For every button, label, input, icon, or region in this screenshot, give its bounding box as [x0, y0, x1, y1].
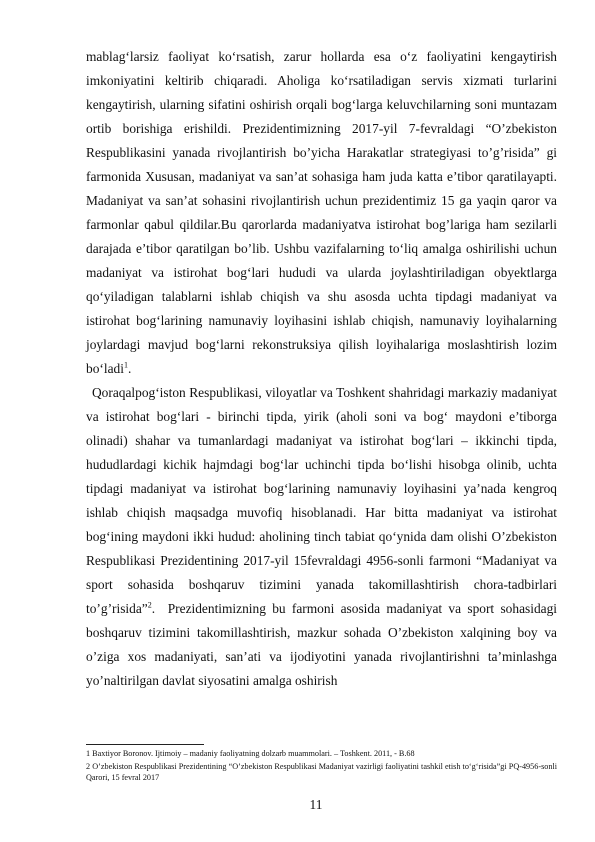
footnote-2: 2 O’zbekiston Respublikasi Prezidentining “O’zbekiston Respublikasi Madaniyat vazirligi faoliyatini tashkil etish to‘g‘risida”gi PQ-4956-sonli Qarori, 15 fevral 2017: [86, 761, 557, 782]
footnote-ref-2: 2: [147, 600, 152, 610]
paragraph-2-end: .: [151, 601, 156, 616]
footnote-ref-1: 1: [123, 360, 128, 370]
paragraph-2-text: Qoraqalpog‘iston Respublikasi, viloyatlar va Toshkent shahridagi markaziy madaniyat va istirohat bog‘lari - birinchi tipda, yirik (aholi soni va bog‘ maydoni e’tiborga olinadi) shahar va tumanlardagi madaniyat va istirohat bog‘lari – ikkinchi tipda, hududlardagi kichik hajmdagi bog‘lar uchinchi tipda bo‘lishi hisobga olinib, uchta tipdagi madaniyat va istirohat bog‘larining namunaviy loyihasini ya’nada kengroq ishlab chiqish maqsadga muvofiq hisoblanadi. Har bitta madaniyat va istirohat bog‘ining maydoni ikki hudud: aholining tinch tabiat qo‘ynida dam olishi O’zbekiston Respublikasi Prezidentining 2017-yil 15fevraldagi 4956-sonli farmoni “Madaniyat va sport sohasida boshqaruv tizimini yanada takomillashtirish chora-tadbirlari to’g’risida”: [86, 385, 557, 616]
paragraph-1: [86, 45, 557, 381]
page-number: 11: [309, 797, 323, 812]
paragraph-1-text: mablag‘larsiz faoliyat ko‘rsatish, zarur hollarda esa o‘z faoliyatini kengaytirish imkoniyatini keltirib chiqaradi. Aholiga ko‘rsatiladigan servis xizmati turlarini kengaytirish, ularning sifatini oshirish orqali bog‘larga keluvchilarning soni muntazam ortib borishiga erishildi. Prezidentimizning 2017-yil 7-fevraldagi “O’zbekiston Respublikasini yanada rivojlantirish bo’yicha Harakatlar strategiyasi to’g’risida” gi farmonida Xususan, madaniyat va san’at sohasiga ham juda katta e’tibor qaratilayapti. Madaniyat va san’at sohasini rivojlantirish uchun prezidentimiz 15 ga yaqin qaror va farmonlar qabul qildilar.Bu qarorlarda madaniyatva istirohat bog’lariga ham sezilarli darajada e’tibor qaratilgan bo’lib. Ushbu vazifalarning to‘liq amalga oshirilishi uchun madaniyat va istirohat bog‘lari hududi va ularda joylashtiriladigan obyektlarga qo‘yiladigan talablarni ishlab chiqish va shu asosda uchta tipdagi madaniyat va istirohat bog‘larining namunaviy loyihasini ishlab chiqish, namunaviy loyihalarning joylardagi mavjud bog‘larni rekonstruksiya qilish loyihalariga moslashtirish lozim bo‘ladi: [86, 49, 557, 376]
paragraph-2: [86, 381, 557, 693]
footnote-separator: [86, 744, 204, 745]
body-text: [86, 45, 557, 693]
paragraph-3-text: Prezidentimizning bu farmoni asosida madaniyat va sport sohasidagi boshqaruv tizimini takomillashtirish, mazkur sohada O’zbekiston xalqining boy va o’ziga xos madaniyati, san’ati va ijodiyotini yanada rivojlantirishni ta’minlashga yo’naltirilgan davlat siyosatini amalga oshirish: [86, 601, 557, 688]
footnotes: [86, 748, 557, 785]
paragraph-1-end: .: [127, 361, 132, 376]
footnote-1: 1 Baxtiyor Boronov. Ijtimoiy – madaniy faoliyatning dolzarb muammolari. – Toshkent. 2011, - B.68: [86, 749, 415, 758]
